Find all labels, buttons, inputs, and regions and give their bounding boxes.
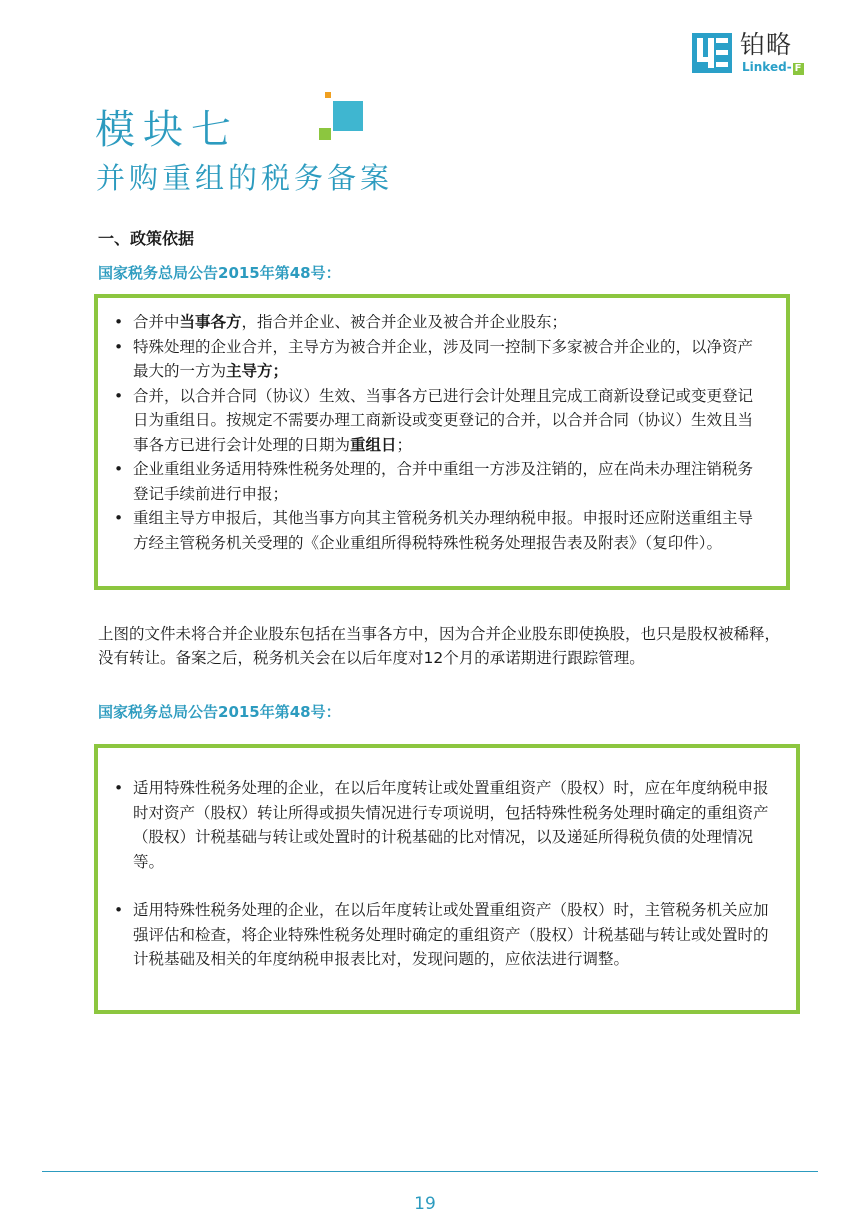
list-item [108, 506, 766, 555]
list-item: • 适用特殊性税务处理的企业，在以后年度转让或处置重组资产（股权）时，主管税务机关应加强评估和检查，将企业特殊性税务处理时确定的重组资产（股权）计税基础与转让或处置时的计税基础及相关的年度纳税申报表比对，发现问题的，应依法进行调整。 [108, 898, 776, 972]
item-bold-text: 主导方； [226, 362, 289, 380]
reference-title-2: 国家税务总局公告2015年第48号： [98, 703, 341, 721]
decorative-square-green [319, 128, 331, 140]
logo-sub-mark: F [794, 63, 802, 74]
section-heading: 一、政策依据 [98, 229, 195, 248]
item-bold-text: 重组日 [350, 435, 397, 454]
page-number: 19 [414, 1194, 436, 1214]
decorative-square-orange [325, 92, 331, 98]
item-bold-text: 当事各方 [179, 313, 242, 331]
logo-name: 铂略 [740, 30, 793, 59]
decorative-square-teal [333, 101, 363, 131]
body-paragraph: 上图的文件未将合并企业股东包括在当事各方中，因为合并企业股东即使换股，也只是股权被稀释，没有转让。备案之后，税务机关会在以后年度对12个月的承诺期进行跟踪管理。 [98, 625, 781, 667]
footer-divider [42, 1171, 818, 1172]
item-text: 重组主导方申报后，其他当事方向其主管税务机关办理纳税申报。申报时还应附送重组主导方经主管税务机关受理的《企业重组所得税特殊性税务处理报告表及附表》（复印件）。 [133, 509, 754, 552]
policy-box-1 [94, 294, 790, 590]
list-item [108, 335, 766, 384]
item-text: 特殊处理的企业合并，主导方为被合并企业，涉及同一控制下多家被合并企业的，以净资产最大的一方为 [133, 337, 754, 380]
logo-subtitle [742, 60, 804, 75]
list-item [108, 310, 766, 335]
module-subtitle: 并购重组的税务备案 [96, 161, 394, 195]
logo-mark-icon [692, 33, 732, 73]
item-text: ； [396, 435, 413, 454]
item-text: 合并，以合并合同（协议）生效、当事各方已进行会计处理且完成工商新设登记或变更登记日为重组日。按规定不需要办理工商新设或变更登记的合并，以合并合同（协议）生效且当事各方已进行会计处理的日期为 [133, 386, 754, 454]
list-item [108, 384, 766, 458]
module-title: 模块七 [95, 107, 239, 153]
policy-box-2 [94, 744, 800, 1014]
brand-logo [692, 30, 812, 76]
logo-sub-text: Linked- [742, 60, 792, 74]
reference-title-1: 国家税务总局公告2015年第48号： [98, 264, 341, 282]
list-item: • 适用特殊性税务处理的企业，在以后年度转让或处置重组资产（股权）时，应在年度纳税申报时对资产（股权）转让所得或损失情况进行专项说明，包括特殊性税务处理时确定的重组资产（股权）计税基础与转让或处置时的计税基础的比对情况，以及递延所得税负债的处理情况等。 [108, 776, 776, 874]
item-text: 企业重组业务适用特殊性税务处理的，合并中重组一方涉及注销的，应在尚未办理注销税务登记手续前进行申报； [133, 460, 754, 503]
item-text: 合并中 [133, 313, 180, 331]
item-text: ，指合并企业、被合并企业及被合并企业股东； [241, 313, 568, 331]
list-item [108, 457, 766, 506]
